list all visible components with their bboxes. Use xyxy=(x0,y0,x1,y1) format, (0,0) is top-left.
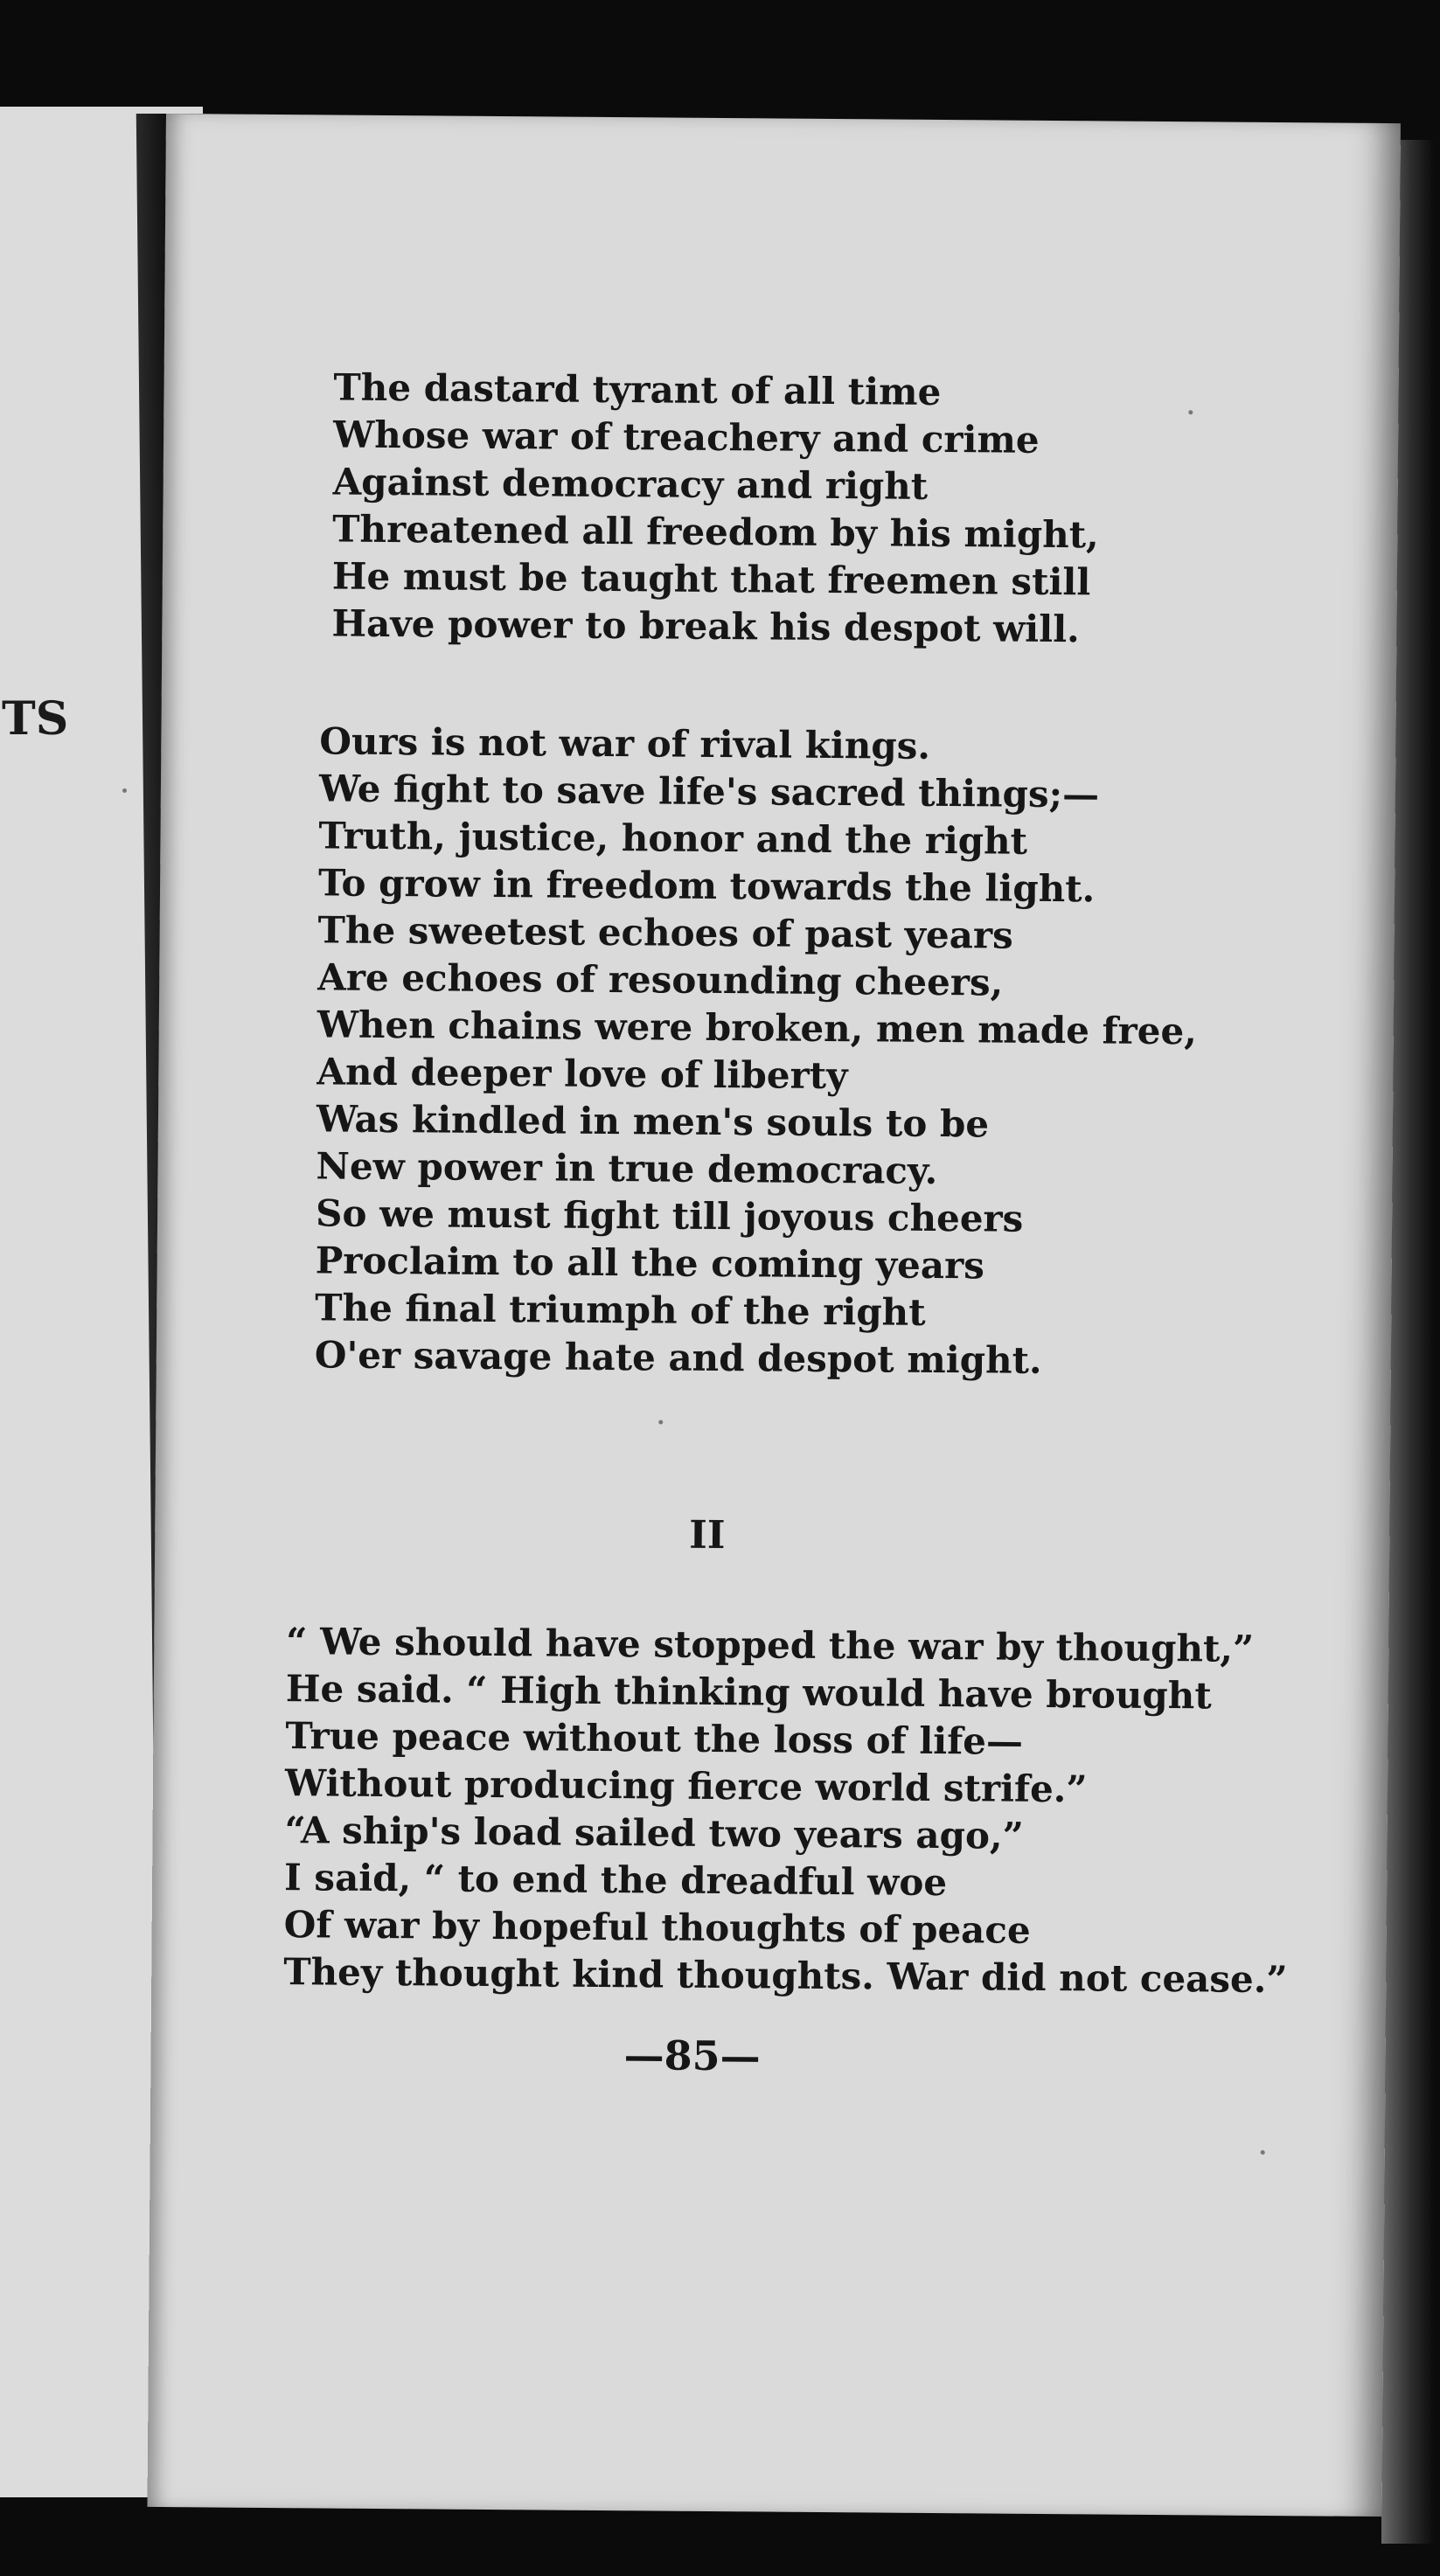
poem-line: We fight to save life's sacred things;— xyxy=(318,767,1100,816)
left-page-text-fragment: TS xyxy=(2,692,69,746)
dust-speck xyxy=(1261,2150,1265,2155)
dust-speck xyxy=(658,1420,663,1424)
poem-line: “A ship's load sailed two years ago,” xyxy=(284,1809,1024,1857)
poem-line: Are echoes of resounding cheers, xyxy=(317,955,1004,1004)
poem-text xyxy=(167,114,1304,2080)
poem-line: Without producing fierce world strife.” xyxy=(284,1761,1088,1811)
poem-line: New power in true democracy. xyxy=(316,1144,938,1192)
stanza-3 xyxy=(283,1618,1290,2003)
poem-line: Proclaim to all the coming years xyxy=(315,1239,985,1288)
poem-line: I said, “ to end the dreadful woe xyxy=(283,1856,948,1905)
dust-speck xyxy=(1188,410,1193,414)
stanza-2 xyxy=(315,718,1200,1385)
poem-line: The final triumph of the right xyxy=(315,1286,926,1334)
poem-line: The dastard tyrant of all time xyxy=(333,365,942,413)
stanza-1 xyxy=(331,365,1100,654)
section-numeral: II xyxy=(689,1512,726,1559)
poem-line: They thought kind thoughts. War did not cease.” xyxy=(283,1950,1288,2002)
poem-line: “ We should have stopped the war by thought,” xyxy=(286,1620,1255,1670)
poem-line: When chains were broken, men made free, xyxy=(317,1003,1198,1053)
dust-speck xyxy=(122,788,127,793)
poem-line: So we must fight till joyous cheers xyxy=(315,1191,1024,1240)
poem-line: Threatened all freedom by his might, xyxy=(332,507,1099,557)
poem-line: Ours is not war of rival kings. xyxy=(319,719,931,767)
poem-line: Whose war of treachery and crime xyxy=(332,413,1040,462)
poem-line: To grow in freedom towards the light. xyxy=(317,861,1096,911)
poem-line: O'er savage hate and despot might. xyxy=(314,1333,1042,1382)
poem-line: Have power to break his despot will. xyxy=(331,601,1080,651)
poem-line: Of war by hopeful thoughts of peace xyxy=(283,1903,1031,1952)
right-page xyxy=(147,114,1400,2517)
poem-line: True peace without the loss of life— xyxy=(285,1714,1024,1763)
page-number: —85— xyxy=(623,2031,761,2080)
poem-line: He must be taught that freemen still xyxy=(331,554,1091,604)
poem-line: Was kindled in men's souls to be xyxy=(316,1097,990,1146)
poem-line: And deeper love of liberty xyxy=(317,1050,848,1098)
poem-line: He said. “ High thinking would have brought xyxy=(285,1667,1212,1718)
poem-line: The sweetest echoes of past years xyxy=(317,908,1013,957)
poem-line: Against democracy and right xyxy=(332,460,929,508)
poem-line: Truth, justice, honor and the right xyxy=(318,814,1028,863)
